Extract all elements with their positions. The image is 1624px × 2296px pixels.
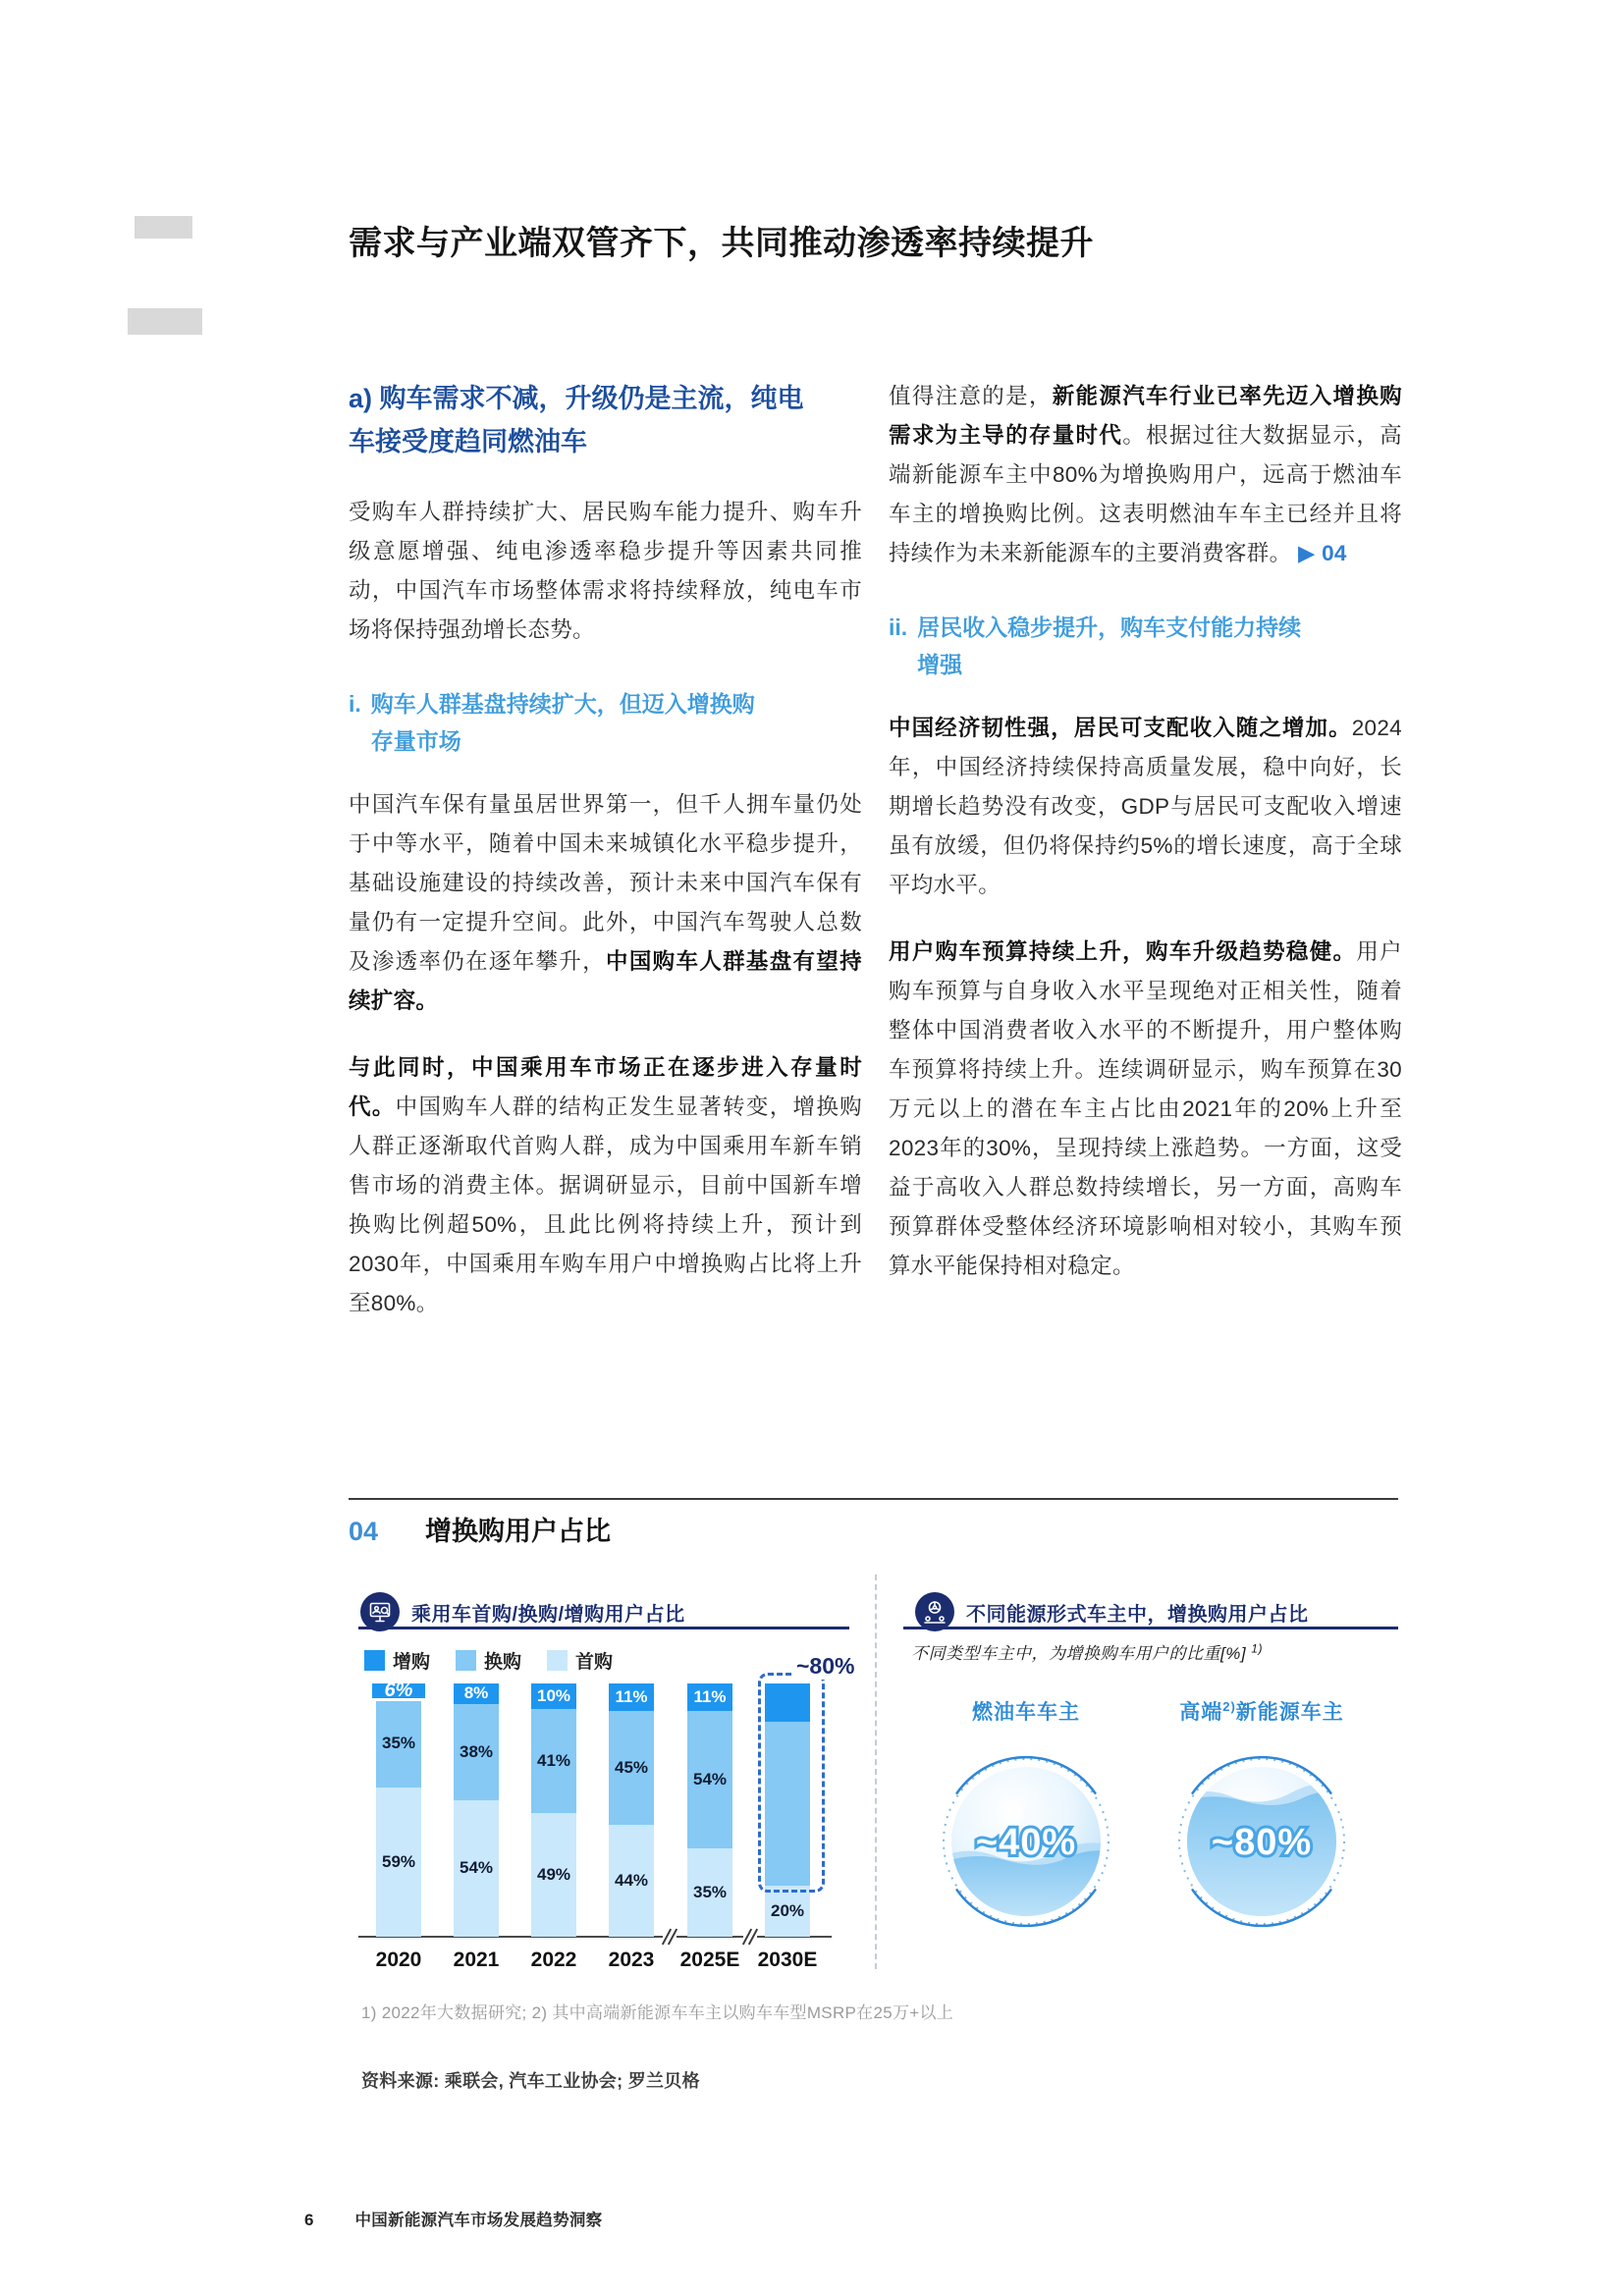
panel-title: 不同能源形式车主中，增换购用户占比	[966, 1604, 1309, 1626]
exhibit-title: 增换购用户占比	[425, 1517, 612, 1546]
segment-首购	[765, 1886, 810, 1937]
text-run: 中国购车人群的结构正发生显著转变，增换购人群正逐渐取代首购人群，成为中国乘用车新车销售市场的消费主体。据调研显示，目前中国新车增换购比例超50%，且此比例将持续上升，预计到2030年，中国乘用车购车用户中增换购占比将上升至80%。	[349, 1095, 862, 1315]
gauge-label-fuel	[928, 1696, 1124, 1726]
exhibit-reference-link: ▶ 04	[1297, 541, 1347, 565]
segment-value-label: 6%	[384, 1680, 413, 1702]
paragraph	[889, 709, 1402, 905]
segment-value-label: 11%	[693, 1687, 727, 1707]
text-run-bold: 与此同时，中国乘用车市场正在逐步进入存量时代。	[349, 1055, 862, 1119]
gauge-1	[1173, 1753, 1350, 1930]
subsection-heading-i	[349, 685, 862, 760]
subtitle-footnote-marker: 1)	[1251, 1641, 1263, 1656]
text-run-bold: 中国购车人群基盘有望持续扩容。	[349, 949, 862, 1013]
segment-增购	[372, 1680, 425, 1702]
segment-value-label: 59%	[381, 1851, 416, 1871]
segment-换购	[454, 1704, 499, 1800]
segment-换购	[531, 1709, 576, 1813]
segment-value-label: 35%	[692, 1882, 728, 1901]
legend-label: 换购	[484, 1652, 522, 1673]
accent-bar-bottom	[128, 308, 202, 335]
accent-bar-top	[135, 216, 192, 239]
exhibit-number: 04	[349, 1517, 379, 1546]
paragraph	[349, 1048, 862, 1323]
segment-value-label: 49%	[536, 1864, 571, 1884]
text-run-bold: 用户购车预算持续上升，购车升级趋势稳健。	[889, 939, 1357, 964]
bar-2025E	[687, 1683, 732, 1937]
text-run-bold: 新能源汽车行业已率先迈入增换购需求为主导的存量时代	[889, 384, 1402, 448]
segment-首购	[376, 1788, 421, 1937]
subsection-title: 居民收入稳步提升，购车支付能力持续增强	[917, 614, 1302, 677]
gauge-panel	[903, 1569, 1398, 1981]
segment-换购	[376, 1698, 421, 1787]
exhibit-panels	[349, 1569, 1398, 1981]
x-axis-line	[358, 1936, 832, 1938]
bar-2023	[609, 1683, 654, 1937]
segment-value-label: 8%	[463, 1683, 489, 1703]
legend-label: 首购	[575, 1652, 614, 1673]
label-text: 燃油车车主	[972, 1701, 1080, 1724]
paragraph	[349, 785, 862, 1021]
label-text: 高端	[1179, 1701, 1223, 1724]
right-column	[889, 365, 1402, 1351]
text-run: 中国汽车保有量虽居世界第一，但千人拥车量仍处于中等水平，随着中国未来城镇化水平稳步提升，基础设施建设的持续改善，预计未来中国汽车保有量仍有一定提升空间。此外，中国汽车驾驶人总数及渗透率仍在逐年攀升，	[349, 792, 862, 974]
x-axis-label: 2025E	[679, 1949, 740, 1971]
segment-首购	[454, 1800, 499, 1937]
segment-增购	[687, 1683, 732, 1711]
segment-value-label: 20%	[770, 1901, 805, 1921]
panel-divider	[875, 1575, 877, 1969]
bar-chart-panel	[349, 1569, 859, 1981]
page-title: 需求与产业端双管齐下，共同推动渗透率持续提升	[349, 224, 1094, 262]
bar-2021	[454, 1683, 499, 1937]
panel-underline	[903, 1627, 1398, 1629]
section-heading-a: a) 购车需求不减，升级仍是主流，纯电车接受度趋同燃油车	[349, 384, 804, 456]
document-title: 中国新能源汽车市场发展趋势洞察	[354, 2212, 603, 2229]
exhibit-footnote: 1) 2022年大数据研究; 2) 其中高端新能源车车主以购车车型MSRP在25万+以上	[361, 2003, 954, 2022]
segment-value-label: 44%	[614, 1871, 649, 1891]
chart-annotation: ~80%	[792, 1653, 858, 1680]
text-run: 。根据过往大数据显示，高端新能源车主中80%为增换购用户，远高于燃油车车主的增换购比例。这表明燃油车车主已经并且将持续作为未来新能源车的主要消费客群。	[889, 423, 1402, 565]
segment-value-label: 38%	[459, 1741, 494, 1761]
axis-break-icon	[663, 1928, 677, 1946]
text-run: 用户购车预算与自身收入水平呈现绝对正相关性，随着整体中国消费者收入水平的不断提升，用户整体购车预算将持续上升。连续调研显示，购车预算在30万元以上的潜在车主占比由2021年的20%上升至2023年的30%，呈现持续上涨趋势。一方面，这受益于高收入人群总数持续增长，另一方面，高购车预算群体受整体经济环境影响相对较小，其购车预算水平能保持相对稳定。	[889, 939, 1402, 1278]
ev-owner-icon	[915, 1592, 954, 1631]
axis-break-icon	[743, 1928, 757, 1946]
segment-value-label: 45%	[614, 1758, 649, 1778]
stacked-bar-chart	[349, 1569, 859, 1981]
segment-增购	[531, 1683, 576, 1709]
panel-subtitle	[911, 1639, 1263, 1664]
gauge-label-nev	[1154, 1696, 1370, 1726]
segment-首购	[609, 1825, 654, 1937]
segment-换购	[609, 1711, 654, 1825]
segment-value-label: 10%	[536, 1685, 571, 1705]
segment-首购	[687, 1848, 732, 1937]
segment-value-label: 11%	[615, 1687, 648, 1707]
segment-换购	[687, 1711, 732, 1847]
exhibit-source: 资料来源: 乘联会, 汽车工业协会; 罗兰贝格	[361, 2071, 700, 2091]
exhibit-divider-rule	[349, 1498, 1398, 1500]
paragraph	[889, 933, 1402, 1286]
left-column	[349, 365, 862, 1351]
text-run: 值得注意的是，	[889, 384, 1053, 408]
segment-增购	[609, 1683, 654, 1711]
svg-text:~80%: ~80%	[1211, 1822, 1313, 1863]
text-run: 2024年，中国经济持续保持高质量发展，稳中向好，长期增长趋势没有改变，GDP与居民可支配收入增速虽有放缓，但仍将保持约5%的增长速度，高于全球平均水平。	[889, 716, 1402, 897]
gauge-0	[938, 1753, 1114, 1930]
subsection-heading-ii	[889, 609, 1402, 683]
body-columns	[349, 365, 1402, 1351]
x-axis-label: 2023	[608, 1949, 655, 1971]
subsection-number: ii.	[889, 614, 908, 640]
subsection-number: i.	[349, 691, 361, 717]
highlight-dashed-box	[758, 1673, 825, 1893]
panel-title: 乘用车首购/换购/增购用户占比	[411, 1604, 685, 1626]
label-sup: 2)	[1222, 1699, 1236, 1714]
svg-text:~40%: ~40%	[975, 1822, 1077, 1863]
subsection-title: 购车人群基盘持续扩大，但迈入增换购存量市场	[370, 691, 755, 754]
page-number: 6	[304, 2211, 314, 2229]
x-axis-label: 2021	[453, 1949, 500, 1971]
text-run-bold: 中国经济韧性强，居民可支配收入随之增加。	[889, 716, 1352, 740]
bar-2020	[376, 1680, 421, 1937]
legend-label: 增购	[393, 1652, 431, 1673]
segment-value-label: 41%	[536, 1750, 571, 1770]
bar-2022	[531, 1683, 576, 1937]
segment-value-label: 54%	[459, 1858, 494, 1878]
x-axis-label: 2022	[530, 1949, 577, 1971]
label-text: 新能源车主	[1235, 1701, 1344, 1724]
subtitle-text: 不同类型车主中，为增换购车用户的比重[%]	[911, 1644, 1247, 1663]
page-footer	[304, 2207, 602, 2230]
segment-首购	[531, 1813, 576, 1937]
paragraph: 受购车人群持续扩大、居民购车能力提升、购车升级意愿增强、纯电渗透率稳步提升等因素共同推动，中国汽车市场整体需求将持续释放，纯电车市场将保持强劲增长态势。	[349, 500, 862, 642]
x-axis-label: 2020	[375, 1949, 422, 1971]
exhibit-header	[349, 1510, 611, 1548]
segment-增购	[454, 1683, 499, 1704]
paragraph	[889, 377, 1402, 573]
x-axis-label: 2030E	[757, 1949, 818, 1971]
segment-value-label: 54%	[692, 1770, 728, 1789]
segment-value-label: 35%	[381, 1733, 416, 1752]
